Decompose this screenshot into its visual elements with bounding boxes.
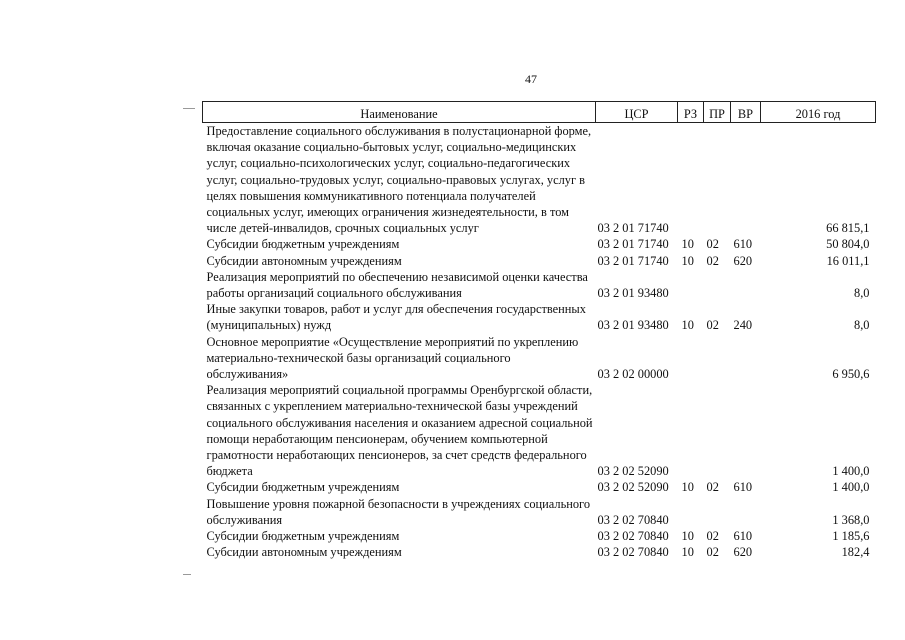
row-rz: 10 bbox=[681, 318, 694, 333]
row-name: Субсидии автономным учреждениям bbox=[206, 253, 402, 268]
row-csr: 03 2 02 70840 bbox=[597, 545, 669, 560]
table-row bbox=[203, 123, 876, 237]
row-vr: 610 bbox=[733, 237, 753, 252]
row-pr bbox=[704, 123, 731, 237]
row-rz: 10 bbox=[681, 545, 694, 560]
table-row bbox=[203, 236, 876, 252]
table-row bbox=[203, 528, 876, 544]
row-pr bbox=[704, 269, 731, 301]
header-csr: ЦСР bbox=[596, 102, 678, 123]
row-amount: 1 400,0 bbox=[832, 464, 870, 479]
row-rz bbox=[678, 269, 704, 301]
row-rz bbox=[678, 382, 704, 479]
row-amount: 8,0 bbox=[854, 318, 870, 333]
row-name: Основное мероприятие «Осуществление мероприятий по укреплению материально-технической базы организаций социального обслуживания» bbox=[206, 334, 579, 382]
header-vr: ВР bbox=[731, 102, 761, 123]
row-pr: 02 bbox=[706, 237, 719, 252]
table-row bbox=[203, 544, 876, 560]
row-amount: 1 400,0 bbox=[832, 480, 870, 495]
row-csr: 03 2 01 71740 bbox=[597, 253, 669, 268]
header-pr: ПР bbox=[704, 102, 731, 123]
row-amount: 1 185,6 bbox=[832, 529, 870, 544]
row-csr: 03 2 01 71740 bbox=[597, 221, 669, 236]
row-csr: 03 2 01 93480 bbox=[597, 286, 669, 301]
row-pr: 02 bbox=[706, 480, 719, 495]
row-vr bbox=[731, 269, 761, 301]
margin-mark bbox=[183, 108, 195, 109]
row-name: Повышение уровня пожарной безопасности в учреждениях социального обслуживания bbox=[206, 496, 591, 527]
row-vr bbox=[731, 382, 761, 479]
margin-mark bbox=[183, 574, 191, 575]
row-amount: 66 815,1 bbox=[826, 221, 870, 236]
table-row bbox=[203, 301, 876, 333]
row-name: Субсидии бюджетным учреждениям bbox=[206, 480, 400, 495]
row-csr: 03 2 02 00000 bbox=[597, 367, 669, 382]
row-vr: 610 bbox=[733, 480, 753, 495]
row-rz: 10 bbox=[681, 253, 694, 268]
row-amount: 8,0 bbox=[854, 286, 870, 301]
row-rz: 10 bbox=[681, 529, 694, 544]
row-amount: 182,4 bbox=[841, 545, 870, 560]
row-name: Предоставление социального обслуживания в полустационарной форме, включая оказание социально-бытовых услуг, социально-медицинских услуг, социально-психологических услуг, социально-педагогических услуг, социально-трудовых услуг, социально-правовых услугах, услуг в целях повышения коммуникативного потенциала получателей социальных услуг, имеющих ограничения жизнедеятельности, в том числе детей-инвалидов, срочных социальных услуг bbox=[206, 124, 592, 236]
row-amount: 6 950,6 bbox=[832, 367, 870, 382]
row-csr: 03 2 01 93480 bbox=[597, 318, 669, 333]
row-vr: 620 bbox=[733, 545, 753, 560]
header-rz: РЗ bbox=[678, 102, 704, 123]
row-csr: 03 2 01 71740 bbox=[597, 237, 669, 252]
row-pr: 02 bbox=[706, 253, 719, 268]
budget-table bbox=[202, 101, 876, 560]
row-pr: 02 bbox=[706, 529, 719, 544]
table-row bbox=[203, 479, 876, 495]
row-csr: 03 2 02 52090 bbox=[597, 480, 669, 495]
row-vr: 240 bbox=[733, 318, 753, 333]
row-name: Субсидии автономным учреждениям bbox=[206, 545, 402, 560]
row-rz bbox=[678, 123, 704, 237]
row-pr bbox=[704, 334, 731, 383]
page-number: 47 bbox=[525, 72, 537, 86]
row-csr: 03 2 02 70840 bbox=[597, 512, 669, 527]
row-vr: 610 bbox=[733, 529, 753, 544]
row-vr bbox=[731, 496, 761, 528]
row-vr: 620 bbox=[733, 253, 753, 268]
row-pr: 02 bbox=[706, 545, 719, 560]
row-pr bbox=[704, 382, 731, 479]
row-name: Субсидии бюджетным учреждениям bbox=[206, 237, 400, 252]
table-row bbox=[203, 496, 876, 528]
row-vr bbox=[731, 334, 761, 383]
row-rz bbox=[678, 334, 704, 383]
row-amount: 1 368,0 bbox=[832, 512, 870, 527]
header-name: Наименование bbox=[203, 102, 596, 123]
row-amount: 16 011,1 bbox=[826, 253, 870, 268]
table-row bbox=[203, 269, 876, 301]
row-pr: 02 bbox=[706, 318, 719, 333]
row-name: Иные закупки товаров, работ и услуг для обеспечения государственных (муниципальных) нужд bbox=[206, 302, 586, 333]
table-row bbox=[203, 382, 876, 479]
row-rz bbox=[678, 496, 704, 528]
row-vr bbox=[731, 123, 761, 237]
table-row bbox=[203, 334, 876, 383]
row-amount: 50 804,0 bbox=[826, 237, 870, 252]
row-name: Субсидии бюджетным учреждениям bbox=[206, 529, 400, 544]
row-csr: 03 2 02 52090 bbox=[597, 464, 669, 479]
row-rz: 10 bbox=[681, 237, 694, 252]
row-csr: 03 2 02 70840 bbox=[597, 529, 669, 544]
row-name: Реализация мероприятий социальной программы Оренбургской области, связанных с укреплением материально-технической базы учреждений социального обслуживания населения и оказанием адресной социальной помощи неработающим пенсионерам, обучением компьютерной грамотности неработающих пенсионеров, за счет средств федерального бюджета bbox=[206, 383, 593, 479]
table-row bbox=[203, 253, 876, 269]
row-rz: 10 bbox=[681, 480, 694, 495]
table-header-row bbox=[203, 102, 876, 123]
row-name: Реализация мероприятий по обеспечению независимой оценки качества работы организаций социального обслуживания bbox=[206, 269, 588, 301]
header-year: 2016 год bbox=[761, 102, 876, 123]
row-pr bbox=[704, 496, 731, 528]
